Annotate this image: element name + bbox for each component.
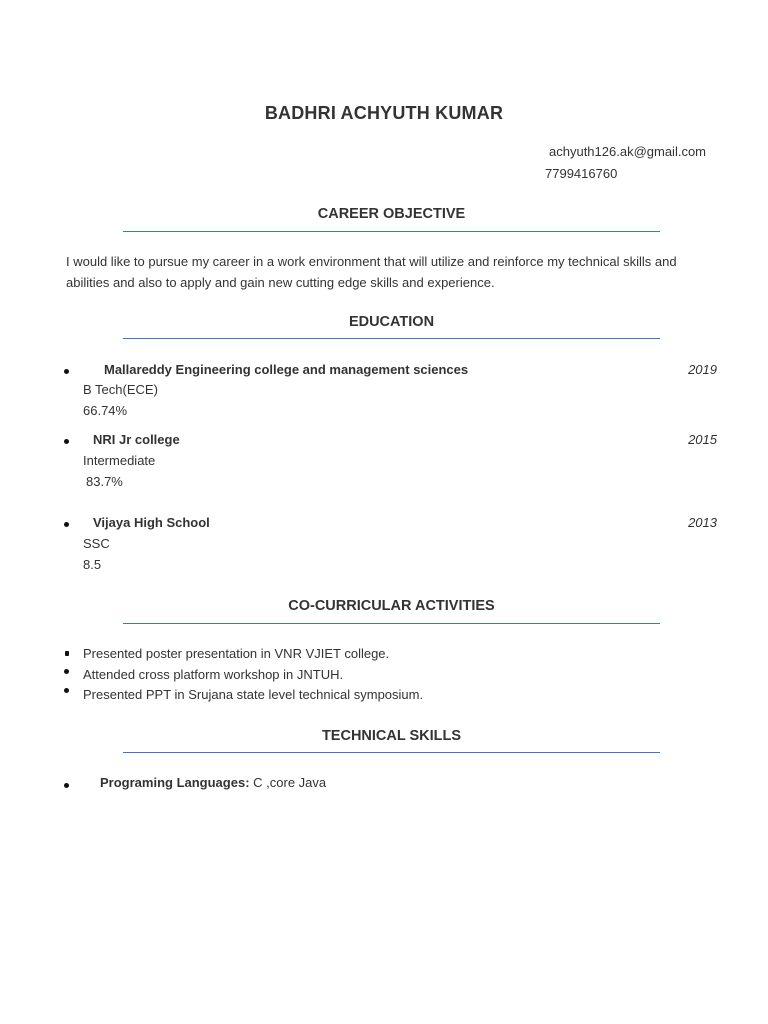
bullet-icon <box>64 688 69 693</box>
bullet-icon <box>64 522 69 527</box>
education-year: 2015 <box>688 432 717 447</box>
bullet-icon <box>64 669 69 674</box>
education-score: 66.74% <box>83 403 128 418</box>
email: achyuth126.ak@gmail.com <box>549 144 706 159</box>
education-course: Intermediate <box>83 453 156 468</box>
section-divider <box>123 231 660 232</box>
section-divider <box>123 338 660 339</box>
activity-item: Presented PPT in Srujana state level technical symposium. <box>83 687 424 702</box>
education-score: 83.7% <box>86 474 123 489</box>
skill-value: C ,core Java <box>253 775 327 790</box>
activity-item: Presented poster presentation in VNR VJIET college. <box>83 646 390 661</box>
co-curricular-heading: CO-CURRICULAR ACTIVITIES <box>288 598 495 614</box>
activity-item: Attended cross platform workshop in JNTUH. <box>83 667 344 682</box>
skill-item <box>100 775 326 790</box>
bullet-icon <box>64 439 69 444</box>
education-heading: EDUCATION <box>348 314 435 330</box>
phone-number: 7799416760 <box>545 166 618 181</box>
education-course: B Tech(ECE) <box>83 382 158 397</box>
bullet-icon <box>64 369 69 374</box>
education-institution: Vijaya High School <box>93 515 210 530</box>
skill-label: Programing Languages: <box>100 775 250 790</box>
candidate-name: BADHRI ACHYUTH KUMAR <box>264 103 504 123</box>
education-score: 8.5 <box>83 557 102 572</box>
bullet-icon <box>65 651 69 656</box>
section-divider <box>123 623 660 624</box>
bullet-icon <box>64 783 69 788</box>
education-course: SSC <box>83 536 110 551</box>
technical-skills-heading: TECHNICAL SKILLS <box>321 728 462 744</box>
career-objective-text: I would like to pursue my career in a work environment that will utilize and reinforce my technical skills and abilities and also to apply and gain new cutting edge skills and experience. <box>66 254 677 290</box>
education-institution: NRI Jr college <box>93 432 180 447</box>
section-divider <box>123 752 660 753</box>
career-objective-heading: CAREER OBJECTIVE <box>317 206 466 222</box>
education-year: 2019 <box>688 362 717 377</box>
education-institution: Mallareddy Engineering college and management sciences <box>104 362 469 377</box>
education-year: 2013 <box>688 515 717 530</box>
